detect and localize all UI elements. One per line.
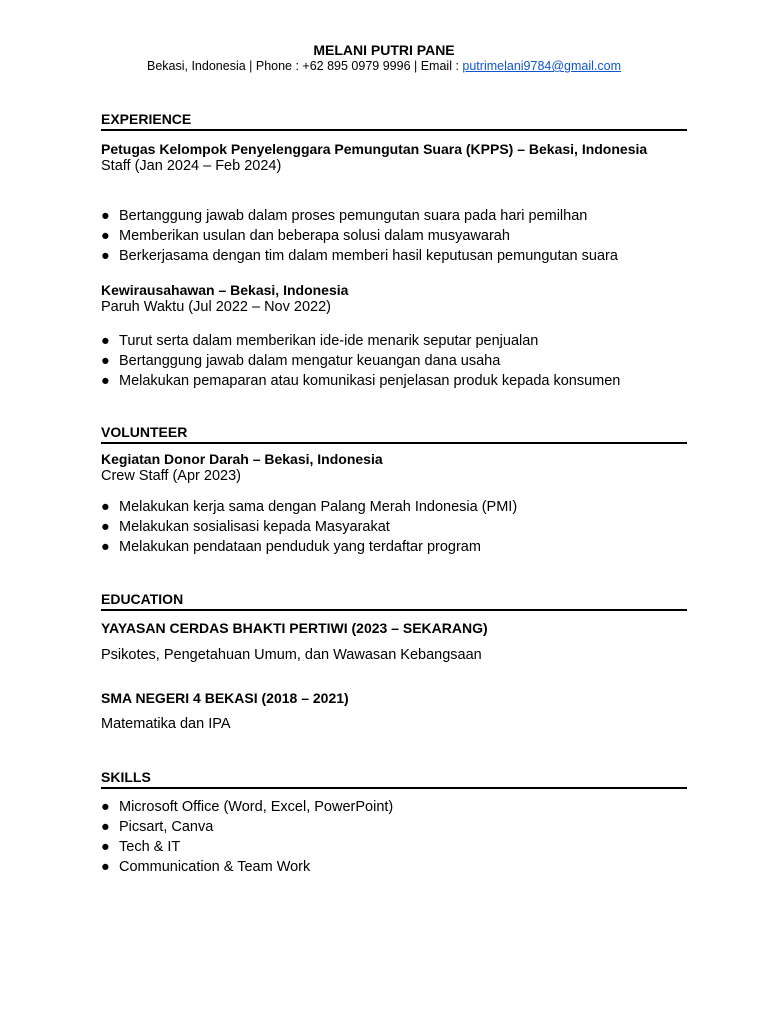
volunteer-role: Crew Staff (Apr 2023) — [101, 468, 241, 484]
bullet-icon: ● — [101, 353, 110, 369]
list-item-text: Communication & Team Work — [119, 859, 311, 875]
list-item-text: Melakukan pendataan penduduk yang terdaftar program — [119, 539, 481, 555]
bullet-icon: ● — [101, 333, 110, 349]
email-link[interactable]: putrimelani9784@gmail.com — [462, 59, 621, 73]
school-detail: Matematika dan IPA — [101, 716, 231, 732]
volunteer-duties-list — [101, 497, 687, 557]
job-organization: Petugas Kelompok Penyelenggara Pemungutan Suara (KPPS) – Bekasi, Indonesia — [101, 141, 648, 157]
list-item-text: Tech & IT — [119, 839, 181, 855]
school-detail: Psikotes, Pengetahuan Umum, dan Wawasan Kebangsaan — [101, 647, 482, 663]
list-item-text: Picsart, Canva — [119, 819, 214, 835]
list-item-text: Berkerjasama dengan tim dalam memberi hasil keputusan pemungutan suara — [119, 248, 618, 264]
list-item-text: Turut serta dalam memberikan ide-ide menarik seputar penjualan — [119, 333, 539, 349]
contact-line — [0, 59, 768, 74]
list-item — [101, 497, 687, 517]
education-entry — [101, 620, 687, 636]
bullet-icon: ● — [101, 208, 110, 224]
list-item-text: Melakukan kerja sama dengan Palang Merah Indonesia (PMI) — [119, 499, 518, 515]
section-title-volunteer: VOLUNTEER — [101, 424, 687, 444]
job-duties-list — [101, 331, 687, 391]
list-item — [101, 537, 687, 557]
section-title-skills: SKILLS — [101, 769, 687, 789]
list-item — [101, 517, 687, 537]
experience-entry-wirausaha — [101, 282, 687, 316]
experience-entry-kpps — [101, 141, 687, 175]
list-item-text: Memberikan usulan dan beberapa solusi dalam musyawarah — [119, 228, 510, 244]
section-title-education: EDUCATION — [101, 591, 687, 611]
volunteer-section-header — [101, 424, 687, 444]
bullet-icon: ● — [101, 228, 110, 244]
job-role: Staff (Jan 2024 – Feb 2024) — [101, 158, 282, 174]
list-item — [101, 246, 687, 266]
list-item — [101, 857, 687, 877]
list-item-text: Bertanggung jawab dalam mengatur keuangan dana usaha — [119, 353, 501, 369]
job-organization: Kewirausahawan – Bekasi, Indonesia — [101, 282, 349, 298]
job-duties-list — [101, 206, 687, 266]
education-entry-detail — [101, 646, 687, 664]
volunteer-entry — [101, 451, 687, 485]
section-title-experience: EXPERIENCE — [101, 111, 687, 131]
list-item — [101, 331, 687, 351]
school-name: SMA NEGERI 4 BEKASI (2018 – 2021) — [101, 690, 349, 706]
bullet-icon: ● — [101, 799, 110, 815]
experience-section-header — [101, 111, 687, 131]
education-section-header — [101, 591, 687, 611]
education-entry-detail — [101, 715, 687, 733]
bullet-icon: ● — [101, 499, 110, 515]
list-item-text: Melakukan sosialisasi kepada Masyarakat — [119, 519, 390, 535]
bullet-icon: ● — [101, 248, 110, 264]
bullet-icon: ● — [101, 859, 110, 875]
bullet-icon: ● — [101, 519, 110, 535]
list-item-text: Microsoft Office (Word, Excel, PowerPoint) — [119, 799, 394, 815]
skills-section-header — [101, 769, 687, 789]
list-item — [101, 351, 687, 371]
list-item — [101, 797, 687, 817]
resume-name: MELANI PUTRI PANE — [313, 42, 455, 58]
bullet-icon: ● — [101, 539, 110, 555]
list-item — [101, 837, 687, 857]
job-role: Paruh Waktu (Jul 2022 – Nov 2022) — [101, 299, 331, 315]
list-item — [101, 817, 687, 837]
education-entry — [101, 690, 687, 706]
volunteer-organization: Kegiatan Donor Darah – Bekasi, Indonesia — [101, 451, 383, 467]
list-item — [101, 226, 687, 246]
bullet-icon: ● — [101, 373, 110, 389]
list-item-text: Bertanggung jawab dalam proses pemungutan suara pada hari pemilhan — [119, 208, 588, 224]
bullet-icon: ● — [101, 839, 110, 855]
bullet-icon: ● — [101, 819, 110, 835]
list-item — [101, 371, 687, 391]
list-item — [101, 206, 687, 226]
list-item-text: Melakukan pemaparan atau komunikasi penjelasan produk kepada konsumen — [119, 373, 621, 389]
skills-list — [101, 797, 687, 877]
school-name: YAYASAN CERDAS BHAKTI PERTIWI (2023 – SEKARANG) — [101, 620, 488, 636]
contact-info: Bekasi, Indonesia | Phone : +62 895 0979 9996 | Email : — [147, 59, 463, 73]
